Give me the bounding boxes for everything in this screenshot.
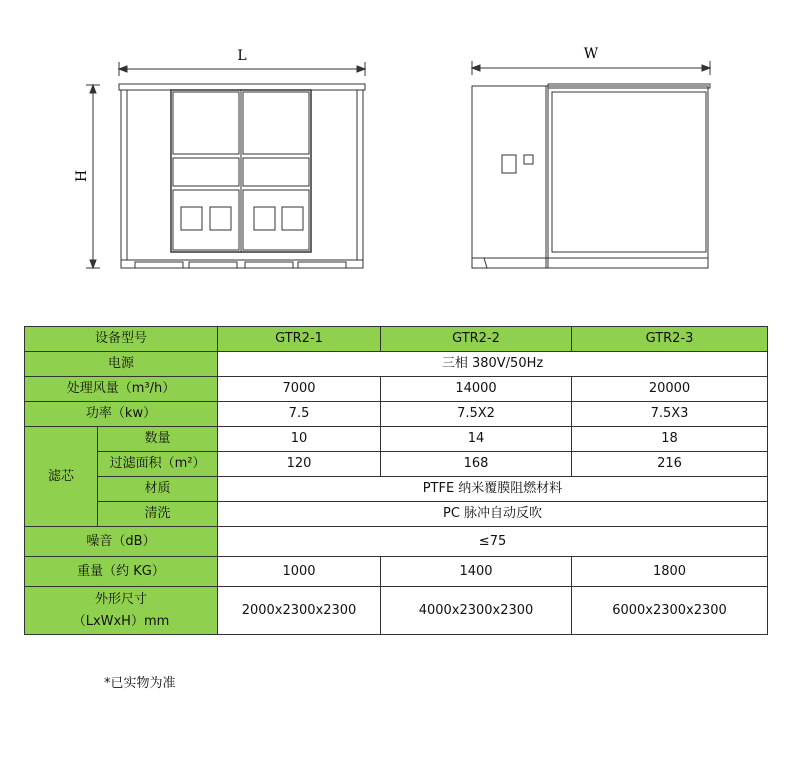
power-label: 功率（kw）: [25, 402, 218, 427]
power-supply-value: 三相 380V/50Hz: [218, 352, 768, 377]
dimensions-label-line1: 外形尺寸: [95, 591, 148, 607]
airflow-value: 14000: [381, 377, 572, 402]
airflow-value: 7000: [218, 377, 381, 402]
filter-count-value: 10: [218, 427, 381, 452]
side-view: [472, 84, 710, 268]
filter-count-value: 14: [381, 427, 572, 452]
filter-material-label: 材质: [98, 477, 218, 502]
filter-area-value: 168: [381, 452, 572, 477]
table-row-model: [25, 327, 768, 352]
power-value: 7.5: [218, 402, 381, 427]
model-2: GTR2-2: [381, 327, 572, 352]
dimension-line-length: [119, 62, 365, 76]
dimensions-value: 6000x2300x2300: [572, 587, 768, 635]
dimensions-label-line2: （LxWxH）mm: [72, 613, 170, 629]
table-row-filter-cleaning: [25, 502, 768, 527]
airflow-label: 处理风量（m³/h）: [25, 377, 218, 402]
table-row-noise: [25, 527, 768, 557]
power-value: 7.5X3: [572, 402, 768, 427]
filter-area-value: 120: [218, 452, 381, 477]
spec-table: [24, 326, 768, 635]
weight-label: 重量（约 KG）: [25, 557, 218, 587]
length-label: L: [237, 48, 247, 64]
weight-value: 1800: [572, 557, 768, 587]
power-supply-label: 电源: [25, 352, 218, 377]
filter-area-value: 216: [572, 452, 768, 477]
table-row-dimensions: [25, 587, 768, 635]
weight-value: 1000: [218, 557, 381, 587]
table-row-power-supply: [25, 352, 768, 377]
model-3: GTR2-3: [572, 327, 768, 352]
noise-label: 噪音（dB）: [25, 527, 218, 557]
filter-cleaning-value: PC 脉冲自动反吹: [218, 502, 768, 527]
filter-area-label: 过滤面积（m²）: [98, 452, 218, 477]
weight-value: 1400: [381, 557, 572, 587]
height-label: H: [74, 169, 90, 183]
table-row-weight: [25, 557, 768, 587]
filter-cleaning-label: 清洗: [98, 502, 218, 527]
table-row-filter-area: [25, 452, 768, 477]
table-row-filter-material: [25, 477, 768, 502]
filter-count-value: 18: [572, 427, 768, 452]
equipment-drawing: [0, 0, 790, 300]
airflow-value: 20000: [572, 377, 768, 402]
dimensions-label: [25, 587, 218, 635]
table-row-airflow: [25, 377, 768, 402]
noise-value: ≤75: [218, 527, 768, 557]
width-label: W: [583, 46, 599, 62]
filter-count-label: 数量: [98, 427, 218, 452]
filter-material-value: PTFE 纳米覆膜阻燃材料: [218, 477, 768, 502]
table-row-filter-count: [25, 427, 768, 452]
filter-group-label: 滤芯: [25, 427, 98, 527]
front-view: [119, 84, 365, 268]
table-row-power: [25, 402, 768, 427]
model-label: 设备型号: [25, 327, 218, 352]
power-value: 7.5X2: [381, 402, 572, 427]
model-1: GTR2-1: [218, 327, 381, 352]
dimension-line-width: [472, 61, 710, 75]
footnote: *已实物为准: [104, 676, 176, 691]
dimensions-value: 2000x2300x2300: [218, 587, 381, 635]
dimensions-value: 4000x2300x2300: [381, 587, 572, 635]
